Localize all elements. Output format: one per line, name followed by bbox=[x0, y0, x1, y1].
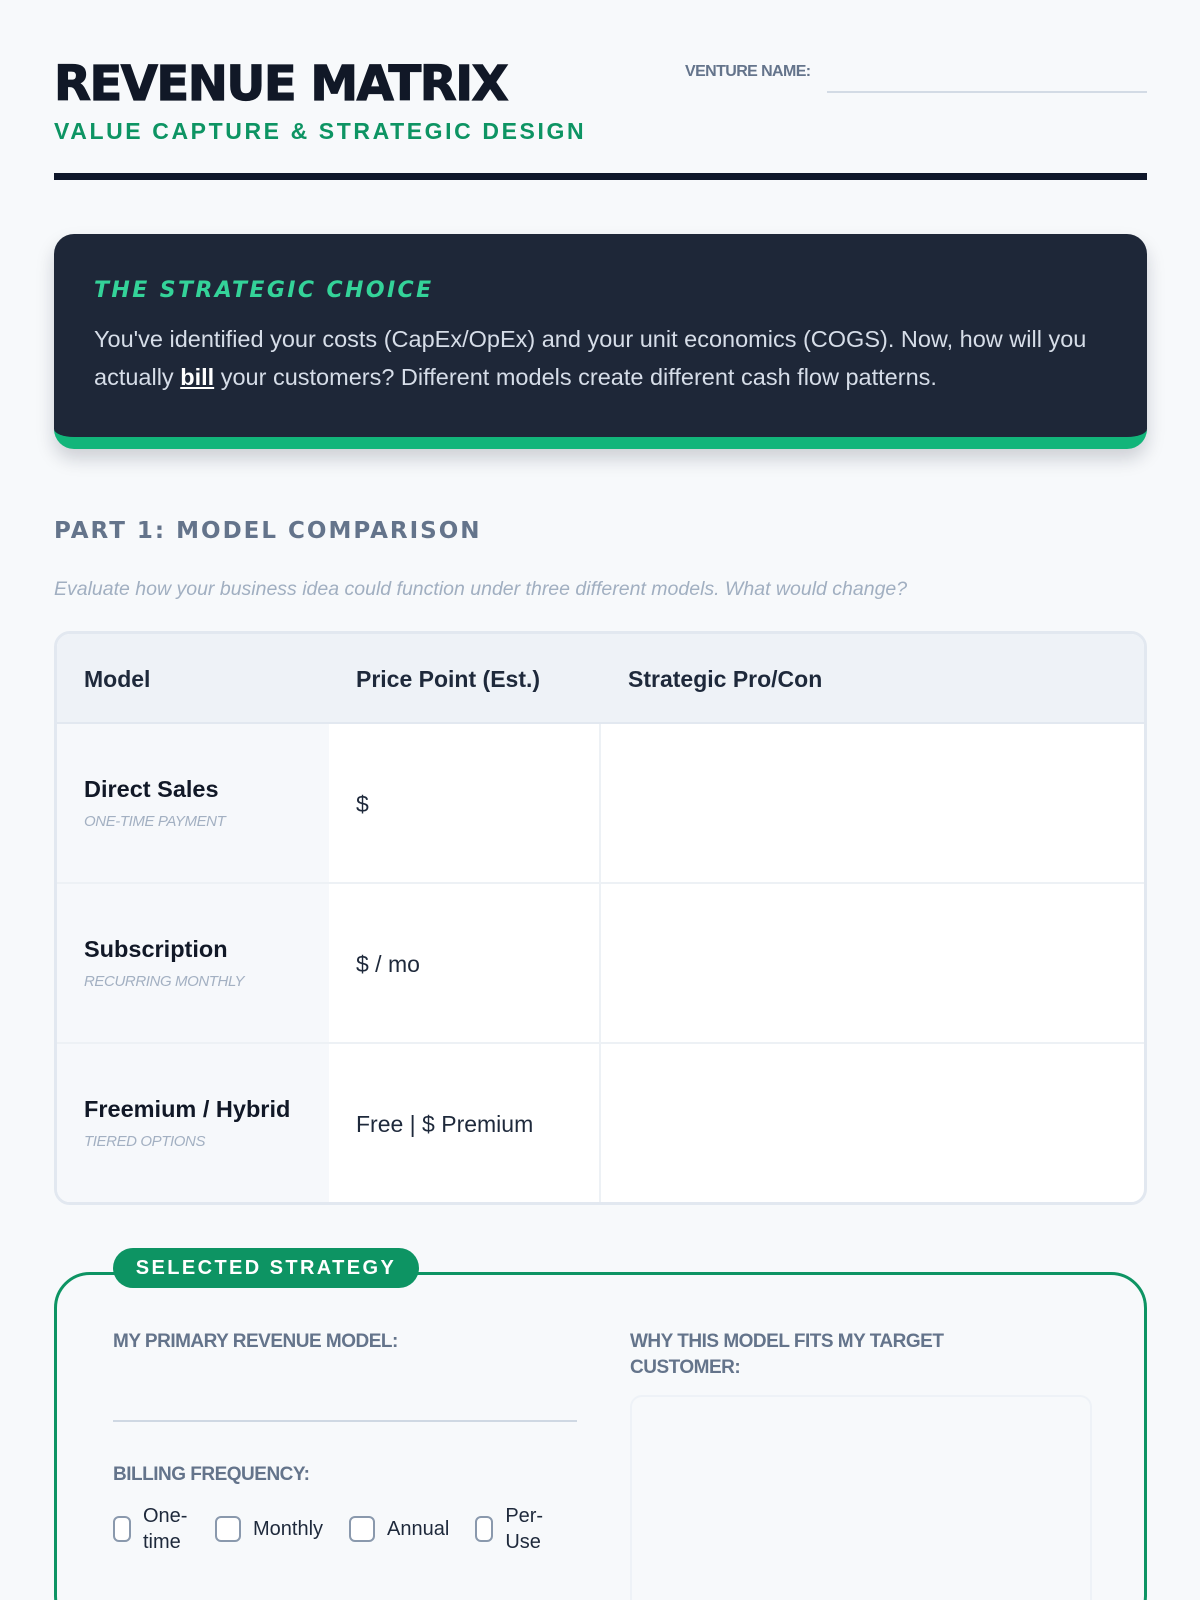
model-name: Freemium / Hybrid bbox=[84, 1096, 291, 1122]
model-cell bbox=[57, 884, 329, 1042]
billing-option-one-time[interactable] bbox=[113, 1503, 189, 1555]
model-cell bbox=[57, 1044, 329, 1204]
table-header bbox=[57, 634, 1144, 724]
strategic-choice-card bbox=[54, 234, 1147, 449]
page-subtitle: VALUE CAPTURE & STRATEGIC DESIGN bbox=[54, 118, 587, 144]
venture-name-field[interactable] bbox=[827, 91, 1147, 93]
price-point-cell[interactable]: $ bbox=[329, 724, 601, 882]
billing-option-annual[interactable] bbox=[349, 1516, 449, 1542]
price-point-cell[interactable]: $ / mo bbox=[329, 884, 601, 1042]
checkbox[interactable] bbox=[349, 1516, 375, 1542]
pro-con-cell[interactable] bbox=[601, 884, 1144, 1042]
model-name: Subscription bbox=[84, 936, 228, 962]
model-name: Direct Sales bbox=[84, 776, 219, 802]
table-row bbox=[57, 1044, 1144, 1204]
page-title: REVENUE MATRIX bbox=[54, 56, 508, 112]
table-row bbox=[57, 884, 1144, 1044]
checkbox[interactable] bbox=[113, 1516, 131, 1542]
billing-option-label: Monthly bbox=[253, 1518, 324, 1540]
checkbox[interactable] bbox=[475, 1516, 493, 1542]
strategic-choice-title: THE STRATEGIC CHOICE bbox=[94, 278, 434, 303]
venture-name-label: VENTURE NAME: bbox=[685, 63, 811, 80]
part1-description: Evaluate how your business idea could function under three different models. What would change? bbox=[54, 578, 908, 600]
choice-body-text-1: You've identified your costs (CapEx/OpEx) and your unit economics (COGS). Now, how will you actually bbox=[94, 326, 1087, 390]
selected-strategy-section bbox=[54, 1257, 1147, 1600]
checkbox[interactable] bbox=[215, 1516, 241, 1542]
choice-body-text-2: your customers? Different models create different cash flow patterns. bbox=[214, 364, 937, 390]
header-divider bbox=[54, 173, 1147, 180]
column-header-price: Price Point (Est.) bbox=[356, 666, 541, 692]
column-header-procon: Strategic Pro/Con bbox=[628, 666, 823, 692]
pro-con-cell[interactable] bbox=[601, 1044, 1144, 1204]
worksheet-page bbox=[54, 0, 1147, 1553]
why-model-fits-label: WHY THIS MODEL FITS MY TARGET CUSTOMER: bbox=[630, 1331, 944, 1378]
model-cell bbox=[57, 724, 329, 882]
billing-option-monthly[interactable] bbox=[215, 1516, 323, 1542]
model-subtitle: ONE-TIME PAYMENT bbox=[84, 813, 226, 830]
selected-strategy-badge: SELECTED STRATEGY bbox=[113, 1248, 419, 1288]
primary-model-field[interactable] bbox=[113, 1420, 577, 1422]
billing-option-label: Annual bbox=[387, 1518, 450, 1540]
strategic-choice-body bbox=[94, 320, 1104, 396]
model-comparison-table bbox=[54, 631, 1147, 1205]
billing-option-label: One-time bbox=[143, 1505, 188, 1553]
table-row bbox=[57, 724, 1144, 884]
column-header-model: Model bbox=[84, 666, 151, 692]
pro-con-cell[interactable] bbox=[601, 724, 1144, 882]
part1-title: PART 1: MODEL COMPARISON bbox=[54, 518, 482, 544]
model-subtitle: RECURRING MONTHLY bbox=[84, 973, 245, 990]
primary-model-label: MY PRIMARY REVENUE MODEL: bbox=[113, 1331, 398, 1352]
price-point-cell[interactable]: Free | $ Premium bbox=[329, 1044, 601, 1204]
billing-frequency-label: BILLING FREQUENCY: bbox=[113, 1464, 310, 1485]
billing-frequency-options bbox=[113, 1503, 583, 1555]
header bbox=[54, 0, 1147, 182]
billing-option-label: Per-Use bbox=[505, 1505, 544, 1553]
billing-option-per-use[interactable] bbox=[475, 1503, 545, 1555]
choice-body-emphasis: bill bbox=[180, 364, 215, 390]
why-model-fits-textarea[interactable] bbox=[630, 1395, 1092, 1600]
model-subtitle: TIERED OPTIONS bbox=[84, 1133, 206, 1150]
